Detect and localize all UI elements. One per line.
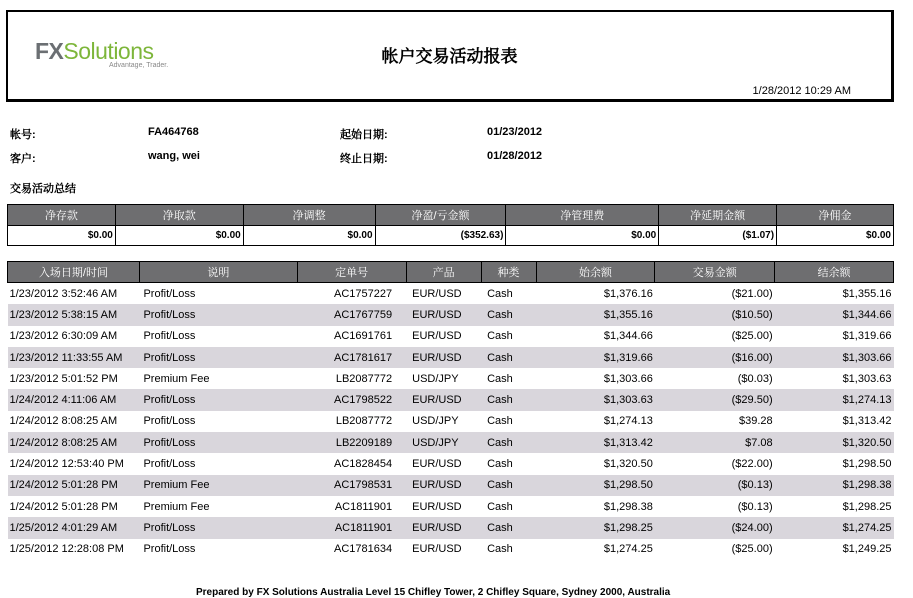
table-cell: $1,274.25	[603, 543, 653, 556]
column-header-closing-balance: 结余额	[775, 262, 894, 283]
table-cell: Profit/Loss	[143, 543, 196, 556]
fxsolutions-logo: FXSolutions	[35, 38, 154, 64]
table-row	[8, 539, 894, 560]
table-cell: $1,298.38	[603, 500, 653, 513]
table-cell: $1,319.66	[536, 347, 655, 368]
table-cell: USD/JPY	[412, 372, 459, 385]
table-cell: Cash	[481, 389, 536, 410]
table-cell: $39.28	[738, 415, 773, 428]
table-cell: $1,376.16	[603, 287, 653, 300]
table-cell: EUR/USD	[406, 389, 481, 410]
table-cell: ($25.00)	[731, 330, 773, 343]
end-date-value: 01/28/2012	[487, 150, 543, 162]
table-cell: ($29.50)	[655, 389, 775, 410]
table-cell: $1,298.50	[842, 458, 892, 471]
table-cell: $1,249.25	[842, 543, 892, 556]
table-row	[8, 453, 894, 474]
table-cell: $7.08	[655, 432, 775, 453]
summary-header-cell: 净盈/亏金额	[375, 205, 506, 226]
table-cell: Cash	[487, 372, 513, 385]
table-cell: EUR/USD	[406, 475, 481, 496]
table-cell: 1/23/2012 3:52:46 AM	[9, 287, 118, 300]
table-cell: Premium Fee	[143, 500, 210, 513]
table-cell: $1,298.38	[775, 475, 894, 496]
table-row	[8, 389, 894, 410]
table-cell: 1/23/2012 6:30:09 AM	[9, 330, 118, 343]
summary-value-cell: ($352.63)	[375, 226, 506, 246]
report-header	[6, 10, 894, 102]
summary-section-title: 交易活动总结	[10, 183, 76, 195]
table-row	[8, 326, 894, 347]
table-cell: $1,274.25	[775, 517, 894, 538]
table-cell: $1,274.13	[775, 389, 894, 410]
table-row	[8, 496, 894, 517]
table-cell: ($25.00)	[731, 543, 773, 556]
table-cell: Profit/Loss	[139, 347, 297, 368]
end-date-label: 终止日期:	[340, 153, 388, 165]
table-cell: 1/23/2012 5:38:15 AM	[8, 304, 140, 325]
table-cell: Cash	[487, 500, 513, 513]
table-cell: $1,298.50	[536, 475, 655, 496]
report-title: 帐户交易活动报表	[381, 47, 518, 67]
table-cell: ($16.00)	[655, 347, 775, 368]
column-header-type: 种类	[481, 262, 536, 283]
table-cell: Cash	[487, 458, 513, 471]
table-cell: $1,313.42	[842, 415, 892, 428]
table-cell: $1,320.50	[603, 458, 653, 471]
column-header-description: 说明	[139, 262, 297, 283]
table-cell: EUR/USD	[412, 458, 462, 471]
table-cell: $1,355.16	[536, 304, 655, 325]
summary-table	[7, 204, 894, 246]
table-cell: 1/24/2012 12:53:40 PM	[9, 458, 124, 471]
table-cell: ($24.00)	[655, 517, 775, 538]
table-cell: LB2209189	[297, 432, 406, 453]
table-cell: 1/23/2012 11:33:55 AM	[8, 347, 140, 368]
table-cell: 1/24/2012 8:08:25 AM	[8, 432, 140, 453]
table-cell: AC1757227	[334, 287, 393, 300]
table-cell: EUR/USD	[406, 517, 481, 538]
summary-value-cell: $0.00	[777, 226, 894, 246]
column-header-entry-time: 入场日期/时间	[8, 262, 140, 283]
table-cell: Profit/Loss	[139, 517, 297, 538]
summary-value-cell: $0.00	[115, 226, 243, 246]
table-cell: Premium Fee	[139, 475, 297, 496]
table-cell: $1,298.25	[842, 500, 892, 513]
table-cell: AC1781634	[334, 543, 393, 556]
table-cell: $1,344.66	[775, 304, 894, 325]
table-cell: 1/24/2012 4:11:06 AM	[8, 389, 140, 410]
table-cell: LB2087772	[335, 372, 393, 385]
summary-value-cell: $0.00	[243, 226, 375, 246]
table-cell: 1/25/2012 4:01:29 AM	[8, 517, 140, 538]
table-row	[8, 411, 894, 432]
table-row	[8, 475, 894, 496]
table-cell: $1,320.50	[775, 432, 894, 453]
table-cell: Profit/Loss	[143, 415, 196, 428]
table-cell: $1,274.13	[603, 415, 653, 428]
table-cell: Premium Fee	[143, 372, 210, 385]
summary-header-cell: 净取款	[115, 205, 243, 226]
start-date-label: 起始日期:	[340, 129, 388, 141]
footer-address: Prepared by FX Solutions Australia Level 15 Chifley Tower, 2 Chifley Square, Sydney 2000, Australia	[196, 587, 671, 598]
table-row	[8, 432, 894, 453]
table-cell: 1/24/2012 8:08:25 AM	[9, 415, 118, 428]
table-cell: ($0.03)	[737, 372, 773, 385]
table-cell: Cash	[481, 432, 536, 453]
table-cell: Cash	[481, 304, 536, 325]
summary-header-cell: 净存款	[8, 205, 116, 226]
summary-header-cell: 净延期金额	[659, 205, 777, 226]
table-cell: AC1781617	[297, 347, 406, 368]
table-cell: ($22.00)	[731, 458, 773, 471]
column-header-product: 产品	[406, 262, 481, 283]
transactions-table	[7, 261, 894, 560]
table-cell: Profit/Loss	[143, 287, 196, 300]
table-cell: $1,319.66	[842, 330, 892, 343]
table-row	[8, 304, 894, 325]
table-cell: USD/JPY	[412, 415, 459, 428]
table-cell: AC1798522	[297, 389, 406, 410]
table-cell: $1,303.63	[842, 372, 892, 385]
table-cell: AC1828454	[334, 458, 393, 471]
table-cell: Cash	[487, 287, 513, 300]
table-cell: LB2087772	[335, 415, 393, 428]
table-cell: ($0.13)	[655, 475, 775, 496]
start-date-value: 01/23/2012	[487, 126, 543, 138]
table-cell: ($0.13)	[737, 500, 773, 513]
table-cell: EUR/USD	[406, 304, 481, 325]
table-cell: ($21.00)	[731, 287, 773, 300]
table-cell: $1,303.66	[775, 347, 894, 368]
table-cell: Profit/Loss	[143, 458, 196, 471]
summary-header-cell: 净佣金	[777, 205, 894, 226]
table-cell: 1/24/2012 5:01:28 PM	[9, 500, 118, 513]
table-cell: Cash	[481, 347, 536, 368]
table-cell: AC1798531	[297, 475, 406, 496]
table-cell: $1,303.63	[536, 389, 655, 410]
table-cell: USD/JPY	[406, 432, 481, 453]
table-cell: EUR/USD	[412, 287, 462, 300]
table-cell: EUR/USD	[412, 330, 462, 343]
summary-value-cell: ($1.07)	[659, 226, 777, 246]
table-cell: Profit/Loss	[139, 432, 297, 453]
table-cell: 1/23/2012 5:01:52 PM	[9, 372, 118, 385]
table-cell: EUR/USD	[406, 347, 481, 368]
table-cell: AC1811901	[297, 517, 406, 538]
column-header-order-no: 定单号	[297, 262, 406, 283]
table-row	[8, 368, 894, 389]
table-row	[8, 347, 894, 368]
table-cell: Cash	[487, 415, 513, 428]
summary-header-cell: 净调整	[243, 205, 375, 226]
table-cell: 1/24/2012 5:01:28 PM	[8, 475, 140, 496]
table-cell: 1/25/2012 12:28:08 PM	[9, 543, 124, 556]
table-cell: AC1691761	[334, 330, 393, 343]
table-cell: Profit/Loss	[139, 304, 297, 325]
client-label: 客户:	[10, 153, 36, 165]
summary-value-cell: $0.00	[506, 226, 659, 246]
client-value: wang, wei	[148, 150, 200, 162]
table-cell: Cash	[487, 543, 513, 556]
table-cell: EUR/USD	[412, 543, 462, 556]
table-cell: Cash	[487, 330, 513, 343]
table-row	[8, 517, 894, 538]
table-row	[8, 283, 894, 305]
table-cell: $1,355.16	[842, 287, 892, 300]
table-cell: $1,313.42	[536, 432, 655, 453]
report-timestamp: 1/28/2012 10:29 AM	[752, 85, 851, 97]
table-cell: $1,303.66	[603, 372, 653, 385]
table-cell: $1,298.25	[536, 517, 655, 538]
table-cell: Cash	[481, 517, 536, 538]
summary-header-cell: 净管理费	[506, 205, 659, 226]
column-header-amount: 交易金额	[655, 262, 775, 283]
summary-value-cell: $0.00	[8, 226, 116, 246]
table-cell: Profit/Loss	[139, 389, 297, 410]
logo-tagline: Advantage, Trader.	[109, 62, 169, 69]
account-value: FA464768	[148, 126, 199, 138]
table-cell: Cash	[481, 475, 536, 496]
column-header-opening-balance: 始余额	[536, 262, 655, 283]
table-cell: ($10.50)	[655, 304, 775, 325]
table-cell: AC1811901	[334, 500, 393, 513]
table-cell: Profit/Loss	[143, 330, 196, 343]
account-label: 帐号:	[10, 129, 36, 141]
table-cell: EUR/USD	[412, 500, 462, 513]
table-cell: AC1767759	[297, 304, 406, 325]
table-cell: $1,344.66	[603, 330, 653, 343]
